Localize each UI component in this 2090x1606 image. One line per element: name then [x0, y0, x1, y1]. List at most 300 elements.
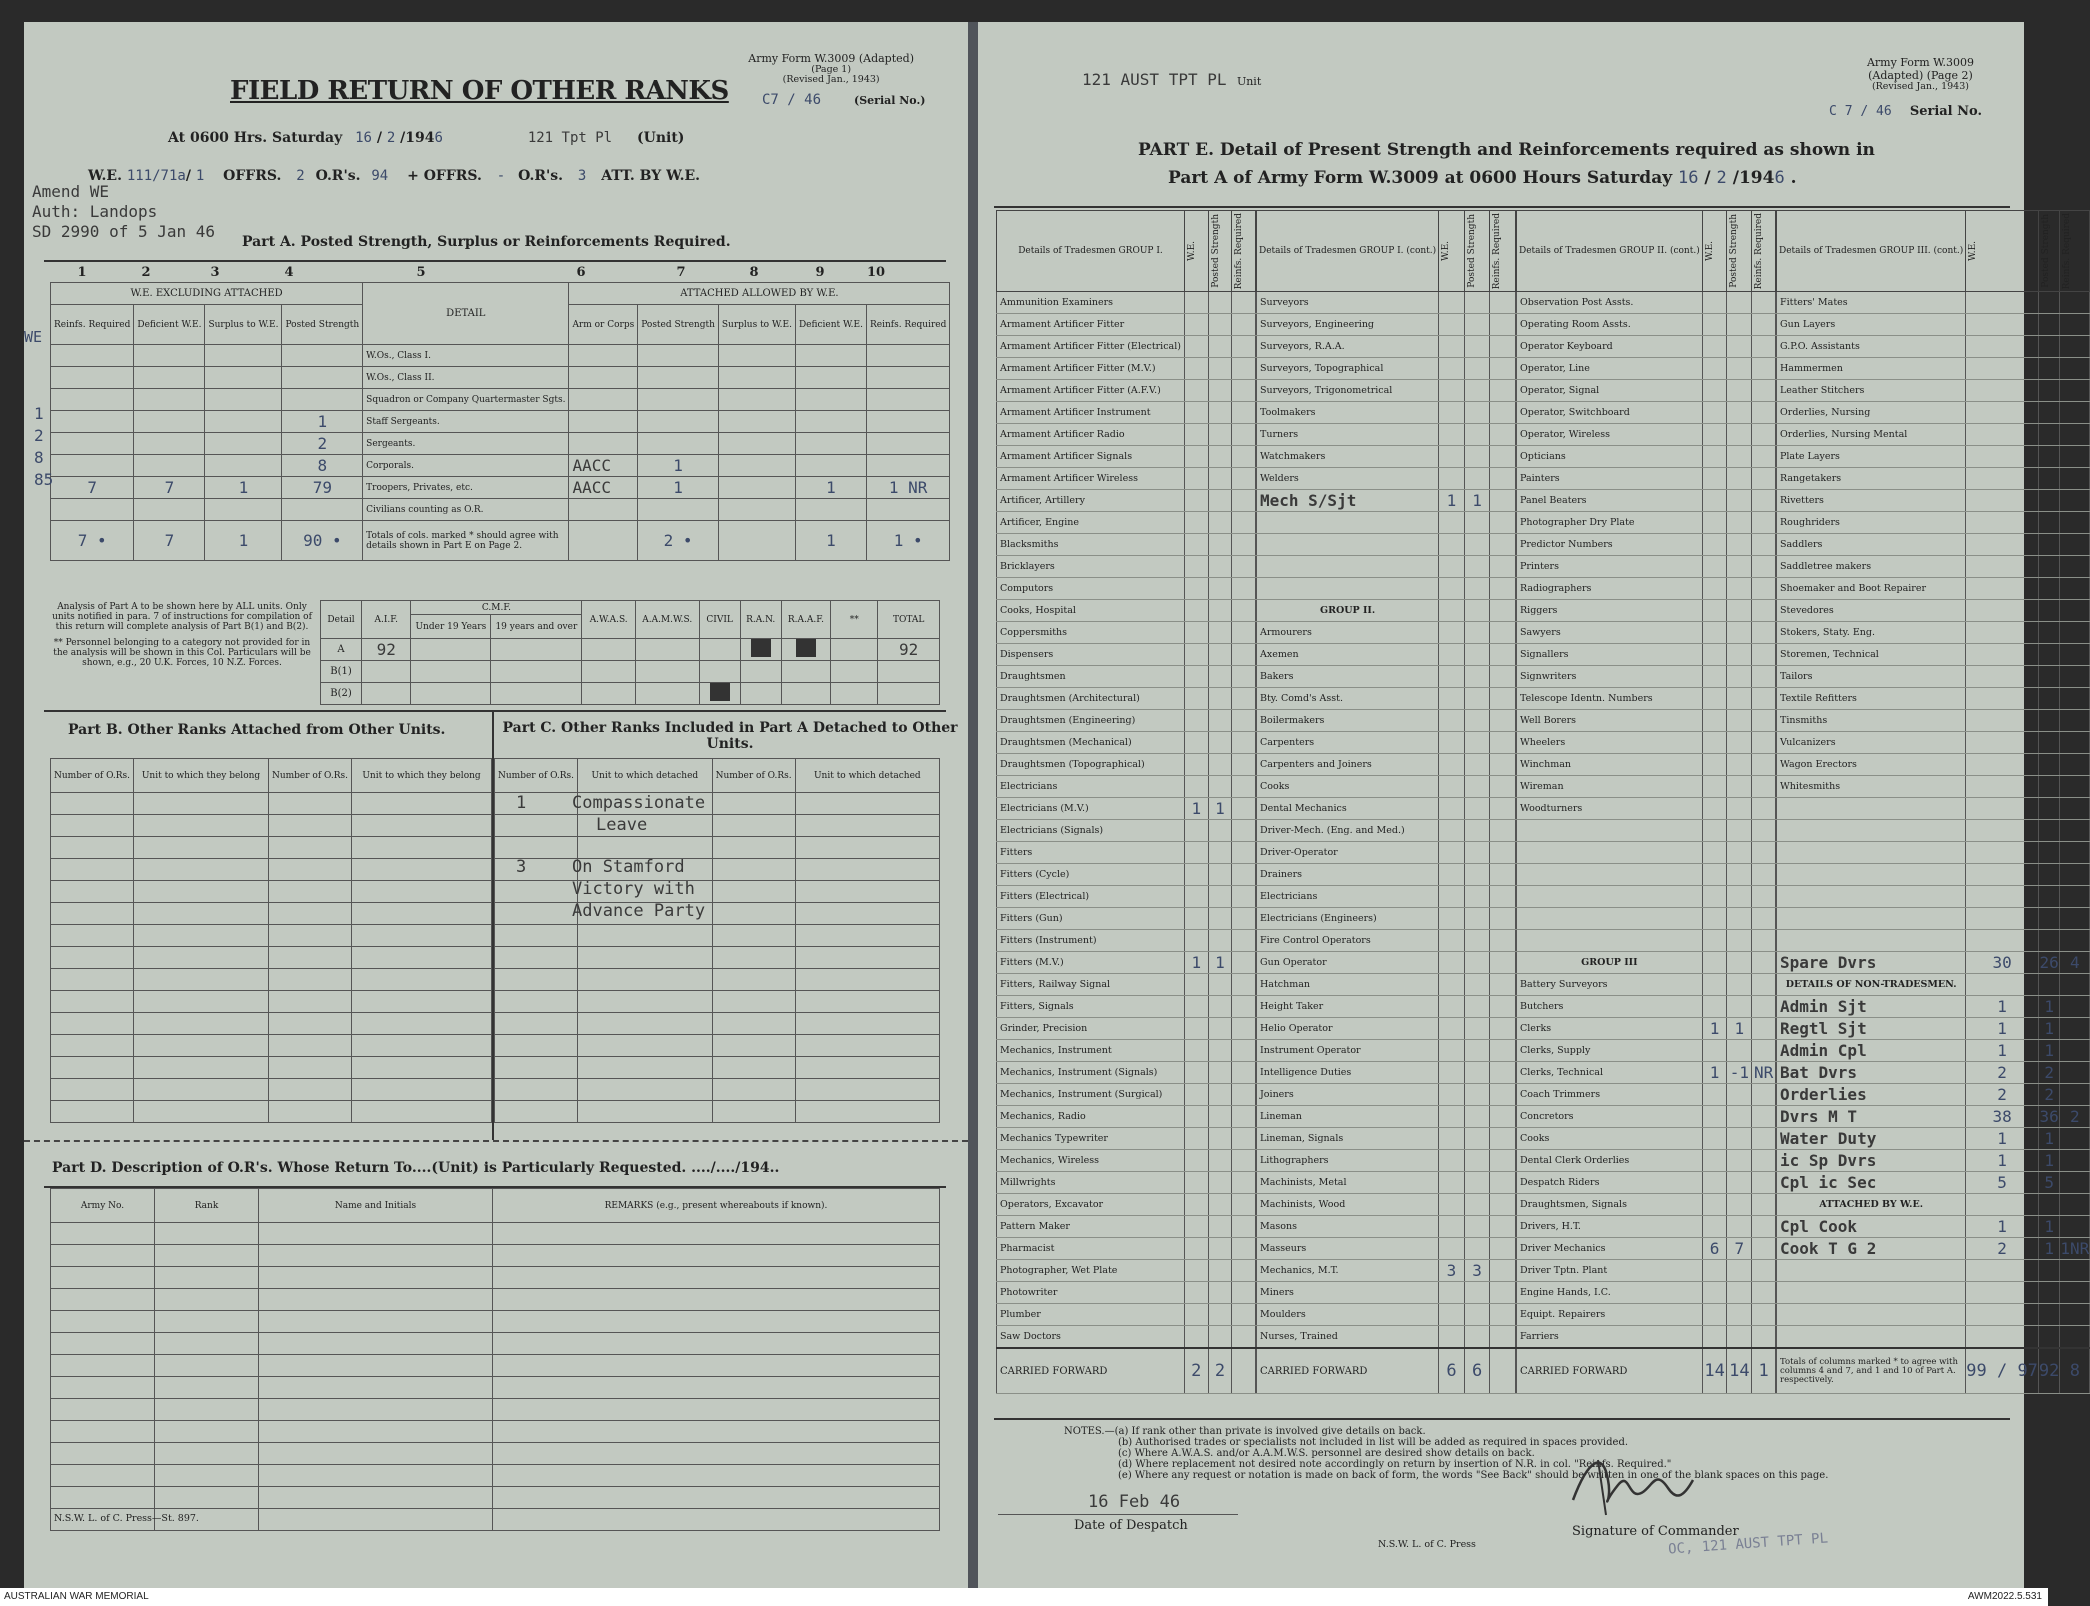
table-cell[interactable]: [268, 837, 351, 859]
col-head: [1727, 211, 1752, 292]
table-row: [1517, 908, 1776, 930]
table-cell[interactable]: [51, 1057, 134, 1079]
count-cell: [1702, 556, 1727, 578]
table-cell[interactable]: [495, 947, 578, 969]
count-cell: [1464, 1238, 1490, 1260]
table-cell[interactable]: [795, 947, 939, 969]
table-cell[interactable]: [795, 925, 939, 947]
note-line: (b) Authorised trades or specialists not included in list will be added as required in spaces provided.: [1118, 1437, 1629, 1448]
table-row: [1517, 468, 1776, 490]
table-cell[interactable]: [712, 947, 795, 969]
table-cell[interactable]: [578, 925, 713, 947]
table-cell[interactable]: [712, 1057, 795, 1079]
table-cell[interactable]: [51, 859, 134, 881]
table-cell[interactable]: [51, 1101, 134, 1123]
table-cell[interactable]: [352, 793, 492, 815]
table-cell[interactable]: [493, 1333, 940, 1355]
part-b-table: [50, 758, 492, 1123]
table-row: [1777, 534, 2090, 556]
count-cell: [1464, 402, 1490, 424]
table-cell[interactable]: [268, 793, 351, 815]
table-cell[interactable]: [493, 1421, 940, 1443]
trade-name: Armament Artificer Fitter (Electrical): [997, 336, 1185, 358]
table-cell: [205, 499, 282, 521]
table-cell[interactable]: [268, 1101, 351, 1123]
table-cell[interactable]: [155, 1355, 259, 1377]
carried-label: CARRIED FORWARD: [1257, 1348, 1439, 1394]
table-cell[interactable]: [259, 1333, 493, 1355]
table-cell[interactable]: [155, 1377, 259, 1399]
table-cell[interactable]: [712, 793, 795, 815]
count-cell: [1752, 1128, 1776, 1150]
count-cell: [1232, 644, 1256, 666]
count-cell: [1208, 1194, 1232, 1216]
trade-name: [1517, 820, 1703, 842]
table-cell[interactable]: [712, 837, 795, 859]
table-cell[interactable]: [578, 1079, 713, 1101]
trade-name: Joiners: [1257, 1084, 1439, 1106]
table-cell[interactable]: [51, 925, 134, 947]
count-cell: [1464, 424, 1490, 446]
table-cell[interactable]: [155, 1223, 259, 1245]
count-cell: [1966, 424, 2039, 446]
count-cell: [1966, 578, 2039, 600]
count-cell: [2060, 842, 2090, 864]
table-cell: [51, 411, 134, 433]
table-cell[interactable]: [712, 1035, 795, 1057]
table-cell[interactable]: [795, 969, 939, 991]
table-cell[interactable]: [795, 1057, 939, 1079]
table-cell[interactable]: [268, 1057, 351, 1079]
table-cell[interactable]: [495, 1079, 578, 1101]
table-cell[interactable]: [795, 1101, 939, 1123]
count-cell: [1184, 1062, 1208, 1084]
table-row: [1257, 1194, 1516, 1216]
table-cell[interactable]: [578, 947, 713, 969]
table-row: [1777, 842, 2090, 864]
table-cell[interactable]: [51, 1013, 134, 1035]
table-cell[interactable]: [578, 1013, 713, 1035]
table-cell[interactable]: [493, 1465, 940, 1487]
table-cell[interactable]: [268, 925, 351, 947]
count-cell: [1727, 732, 1752, 754]
table-cell[interactable]: [51, 1465, 155, 1487]
trade-name: Operator, Switchboard: [1517, 402, 1703, 424]
table-cell[interactable]: [352, 969, 492, 991]
table-cell[interactable]: [268, 1013, 351, 1035]
table-cell[interactable]: [51, 1245, 155, 1267]
at-year: 6: [434, 130, 443, 146]
table-cell[interactable]: [134, 1079, 269, 1101]
table-cell[interactable]: [259, 1509, 493, 1531]
table-cell[interactable]: [352, 1079, 492, 1101]
table-cell[interactable]: [578, 1101, 713, 1123]
table-cell[interactable]: [495, 1101, 578, 1123]
table-cell[interactable]: [51, 881, 134, 903]
table-cell[interactable]: [712, 1079, 795, 1101]
count-cell: [1727, 886, 1752, 908]
count-cell: [1702, 622, 1727, 644]
count-cell: [1490, 820, 1516, 842]
col-head: Unit to which they belong: [134, 759, 269, 793]
table-cell[interactable]: [51, 1223, 155, 1245]
count-cell: [1490, 886, 1516, 908]
table-cell[interactable]: [712, 925, 795, 947]
page-1: [24, 22, 968, 1588]
table-cell[interactable]: [134, 1013, 269, 1035]
trade-name: Millwrights: [997, 1172, 1185, 1194]
table-cell[interactable]: [268, 903, 351, 925]
count-cell: [1464, 644, 1490, 666]
table-cell[interactable]: [268, 969, 351, 991]
table-cell[interactable]: [259, 1311, 493, 1333]
trade-name: Clerks, Technical: [1517, 1062, 1703, 1084]
table-cell[interactable]: [51, 991, 134, 1013]
table-cell[interactable]: [155, 1333, 259, 1355]
table-cell[interactable]: [495, 1013, 578, 1035]
table-cell[interactable]: [352, 1057, 492, 1079]
count-cell: [1490, 380, 1516, 402]
table-cell[interactable]: [134, 969, 269, 991]
table-cell[interactable]: [268, 1035, 351, 1057]
count-cell: [1752, 490, 1776, 512]
table-cell[interactable]: [493, 1509, 940, 1531]
table-cell[interactable]: [51, 947, 134, 969]
count-cell: [1727, 1040, 1752, 1062]
table-cell[interactable]: [134, 881, 269, 903]
col-head: Number of O.Rs.: [495, 759, 578, 793]
table-cell[interactable]: [352, 1035, 492, 1057]
table-row: [1257, 446, 1516, 468]
table-cell[interactable]: [134, 815, 269, 837]
count-cell: [1208, 1040, 1232, 1062]
count-cell: [1232, 732, 1256, 754]
table-cell[interactable]: [493, 1355, 940, 1377]
count-cell: 2: [2038, 1062, 2059, 1084]
count-cell: 1: [2038, 1150, 2059, 1172]
table-cell[interactable]: [578, 1035, 713, 1057]
table-row: [1257, 314, 1516, 336]
table-cell[interactable]: [259, 1289, 493, 1311]
table-cell[interactable]: [268, 947, 351, 969]
table-cell[interactable]: [259, 1421, 493, 1443]
table-cell[interactable]: [493, 1487, 940, 1509]
count-cell: [1752, 644, 1776, 666]
count-cell: [1702, 666, 1727, 688]
count-cell: [2038, 666, 2059, 688]
count-cell: 1: [1966, 1040, 2039, 1062]
table-cell[interactable]: [268, 1079, 351, 1101]
count-cell: [1752, 402, 1776, 424]
table-row: [1517, 732, 1776, 754]
table-cell[interactable]: [712, 991, 795, 1013]
trade-name: Draughtsmen, Signals: [1517, 1194, 1703, 1216]
count-cell: [1727, 1084, 1752, 1106]
table-cell[interactable]: [352, 925, 492, 947]
table-cell[interactable]: [51, 1311, 155, 1333]
table-cell[interactable]: [795, 991, 939, 1013]
table-row: [1777, 644, 2090, 666]
table-cell[interactable]: [493, 1289, 940, 1311]
table-cell[interactable]: [134, 903, 269, 925]
count-cell: [1702, 1260, 1727, 1282]
count-cell: [1490, 974, 1516, 996]
carried-value: 14: [1702, 1348, 1727, 1394]
table-cell[interactable]: [259, 1223, 493, 1245]
trade-name: Cook T G 2: [1777, 1238, 1966, 1260]
count-cell: [1184, 1106, 1208, 1128]
trade-name: Electricians (M.V.): [997, 798, 1185, 820]
table-cell[interactable]: [155, 1245, 259, 1267]
count-cell: [1702, 1194, 1727, 1216]
table-row: [1517, 556, 1776, 578]
table-cell[interactable]: [493, 1311, 940, 1333]
count-cell: [1752, 1260, 1776, 1282]
table-cell[interactable]: [259, 1267, 493, 1289]
table-cell[interactable]: [493, 1377, 940, 1399]
table-cell[interactable]: [51, 1035, 134, 1057]
table-cell[interactable]: [51, 1289, 155, 1311]
table-cell[interactable]: [268, 881, 351, 903]
table-row: [1257, 600, 1516, 622]
count-cell: 2: [1966, 1238, 2039, 1260]
count-cell: [1232, 1150, 1256, 1172]
table-cell[interactable]: [259, 1355, 493, 1377]
table-cell[interactable]: [259, 1399, 493, 1421]
count-cell: [2060, 644, 2090, 666]
count-cell: [1727, 292, 1752, 314]
table-cell[interactable]: [134, 1057, 269, 1079]
count-cell: [1966, 1194, 2039, 1216]
table-cell[interactable]: [155, 1487, 259, 1509]
table-cell[interactable]: [795, 1035, 939, 1057]
count-cell: [1232, 1260, 1256, 1282]
table-row: [1777, 1304, 2090, 1326]
carried-value: 8: [2060, 1348, 2090, 1394]
table-cell[interactable]: [352, 991, 492, 1013]
table-cell[interactable]: [578, 969, 713, 991]
count-cell: [1208, 314, 1232, 336]
count-cell: [2038, 1282, 2059, 1304]
table-cell[interactable]: [795, 815, 939, 837]
table-cell[interactable]: [493, 1223, 940, 1245]
table-row: [1257, 710, 1516, 732]
table-cell: [718, 345, 795, 367]
col-head: [2038, 211, 2059, 292]
count-cell: [1439, 402, 1465, 424]
table-cell[interactable]: [493, 1443, 940, 1465]
table-cell[interactable]: [51, 1487, 155, 1509]
table-cell[interactable]: [352, 1101, 492, 1123]
table-cell[interactable]: [712, 1013, 795, 1035]
table-cell[interactable]: [134, 859, 269, 881]
table-cell[interactable]: [352, 903, 492, 925]
count-cell: 26: [2039, 953, 2059, 973]
table-cell[interactable]: [259, 1465, 493, 1487]
table-row: [1517, 1238, 1776, 1260]
count-cell: [1490, 1304, 1516, 1326]
table-cell[interactable]: [134, 947, 269, 969]
table-cell[interactable]: [795, 793, 939, 815]
table-cell: [51, 367, 134, 389]
col-number: 3: [210, 264, 220, 280]
table-cell[interactable]: [795, 903, 939, 925]
table-cell[interactable]: [259, 1245, 493, 1267]
table-cell[interactable]: [155, 1465, 259, 1487]
table-cell[interactable]: [712, 903, 795, 925]
count-cell: [1439, 710, 1465, 732]
table-cell[interactable]: [51, 903, 134, 925]
table-cell: 8: [282, 455, 363, 477]
table-row: [1777, 886, 2090, 908]
table-cell[interactable]: [352, 947, 492, 969]
count-cell: [1727, 974, 1752, 996]
table-cell[interactable]: [352, 859, 492, 881]
table-cell[interactable]: [155, 1399, 259, 1421]
table-cell[interactable]: [795, 859, 939, 881]
table-cell[interactable]: [259, 1487, 493, 1509]
table-cell[interactable]: [495, 969, 578, 991]
table-cell[interactable]: [268, 991, 351, 1013]
table-cell[interactable]: [51, 1079, 134, 1101]
table-cell[interactable]: [712, 969, 795, 991]
table-cell[interactable]: [268, 859, 351, 881]
table-cell[interactable]: [51, 815, 134, 837]
table-row: [1257, 644, 1516, 666]
count-cell: [2038, 468, 2059, 490]
table-cell[interactable]: [51, 969, 134, 991]
table-cell: [718, 411, 795, 433]
col-head: Deficient W.E.: [134, 305, 205, 345]
trade-name: Dispensers: [997, 644, 1185, 666]
table-cell[interactable]: [51, 793, 134, 815]
trade-name: Orderlies, Nursing: [1777, 402, 1966, 424]
table-cell[interactable]: [155, 1421, 259, 1443]
table-cell[interactable]: [51, 1399, 155, 1421]
table-row: [51, 455, 950, 477]
carried-value: 2: [1208, 1348, 1232, 1394]
count-cell: [1439, 974, 1465, 996]
table-cell[interactable]: [259, 1377, 493, 1399]
count-cell: [1464, 886, 1490, 908]
table-cell[interactable]: [352, 837, 492, 859]
trade-name: Hatchman: [1257, 974, 1439, 996]
table-cell[interactable]: [134, 1035, 269, 1057]
table-cell[interactable]: [795, 837, 939, 859]
table-cell[interactable]: [134, 793, 269, 815]
table-row: [1777, 1216, 2090, 1238]
count-cell: [1490, 1128, 1516, 1150]
table-cell[interactable]: [51, 1267, 155, 1289]
table-cell[interactable]: [795, 881, 939, 903]
table-cell[interactable]: [51, 1377, 155, 1399]
count-cell: [1464, 864, 1490, 886]
table-row: [1257, 1282, 1516, 1304]
table-cell[interactable]: [134, 991, 269, 1013]
trade-name: Wireman: [1517, 776, 1703, 798]
trade-name: Water Duty: [1777, 1128, 1966, 1150]
table-cell[interactable]: [578, 1057, 713, 1079]
table-cell[interactable]: [712, 859, 795, 881]
table-cell[interactable]: [795, 1079, 939, 1101]
table-row: [997, 754, 1256, 776]
count-cell: 1: [1184, 952, 1208, 974]
table-row: [1777, 666, 2090, 688]
count-cell: 1NR: [2060, 1239, 2090, 1259]
count-cell: [1439, 864, 1465, 886]
table-cell[interactable]: [155, 1443, 259, 1465]
table-row: [997, 468, 1256, 490]
table-cell[interactable]: [495, 991, 578, 1013]
table-cell: [718, 477, 795, 499]
table-cell[interactable]: [352, 815, 492, 837]
table-cell[interactable]: [493, 1399, 940, 1421]
table-cell[interactable]: [134, 925, 269, 947]
table-cell[interactable]: [155, 1311, 259, 1333]
carried-value: 6: [1439, 1348, 1465, 1394]
table-row: [997, 292, 1256, 314]
printer-mark: N.S.W. L. of C. Press—St. 897.: [54, 1513, 199, 1524]
table-cell[interactable]: [495, 925, 578, 947]
trade-name: Surveyors, Topographical: [1257, 358, 1439, 380]
table-cell[interactable]: [51, 1421, 155, 1443]
table-cell[interactable]: [51, 1333, 155, 1355]
count-cell: [1702, 864, 1727, 886]
count-cell: [1702, 468, 1727, 490]
table-cell[interactable]: [712, 881, 795, 903]
trade-name: Drivers, H.T.: [1517, 1216, 1703, 1238]
table-cell[interactable]: [259, 1443, 493, 1465]
count-cell: [1490, 578, 1516, 600]
table-cell: [795, 455, 866, 477]
table-cell[interactable]: [712, 1101, 795, 1123]
carried-value: 92: [2038, 1348, 2059, 1394]
table-cell[interactable]: [51, 837, 134, 859]
table-cell[interactable]: [495, 1057, 578, 1079]
table-cell[interactable]: [51, 1355, 155, 1377]
table-cell[interactable]: [712, 815, 795, 837]
part-a-rows: [51, 345, 950, 521]
count-cell: [1232, 1282, 1256, 1304]
count-cell: [1439, 886, 1465, 908]
table-cell[interactable]: [134, 1101, 269, 1123]
table-cell[interactable]: [155, 1267, 259, 1289]
count-cell: [2060, 380, 2090, 402]
count-cell: [2038, 644, 2059, 666]
table-row: [1257, 402, 1516, 424]
count-cell: [1184, 1282, 1208, 1304]
total-cell: [569, 521, 638, 561]
table-cell[interactable]: [495, 1035, 578, 1057]
table-cell[interactable]: [155, 1289, 259, 1311]
table-cell: [718, 499, 795, 521]
table-cell[interactable]: [352, 881, 492, 903]
plus-ors-label: O.R's.: [518, 168, 564, 184]
table-cell[interactable]: [268, 815, 351, 837]
table-cell[interactable]: [795, 1013, 939, 1035]
we-value: 111/71a: [126, 168, 186, 184]
table-cell[interactable]: [51, 1443, 155, 1465]
table-cell[interactable]: [493, 1267, 940, 1289]
col-head-text: W.E.: [1704, 241, 1715, 262]
count-cell: [1439, 798, 1465, 820]
count-cell: [1232, 600, 1256, 622]
table-cell[interactable]: [493, 1245, 940, 1267]
table-row: [1517, 798, 1776, 820]
table-cell[interactable]: [578, 991, 713, 1013]
table-cell[interactable]: [134, 837, 269, 859]
table-cell[interactable]: [352, 1013, 492, 1035]
